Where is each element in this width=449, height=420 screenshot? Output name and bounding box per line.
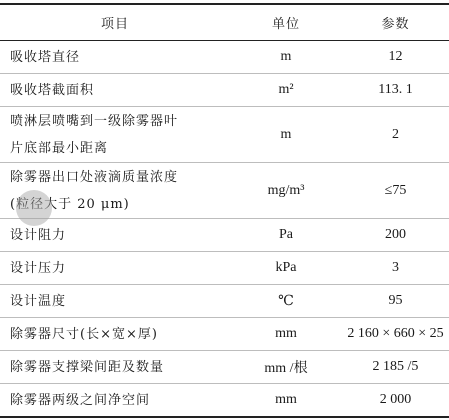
row-value: 12	[388, 49, 403, 64]
row-unit: mm	[230, 318, 342, 351]
cursor-highlight-circle	[16, 190, 52, 226]
row-item: 设计压力	[0, 252, 230, 285]
table-row	[0, 74, 449, 107]
row-item: 设计温度	[0, 285, 230, 318]
row-unit: m	[280, 49, 292, 64]
table-row	[0, 41, 449, 74]
row-unit: m²	[230, 74, 342, 107]
row-value: 2 185 /5	[342, 351, 449, 384]
table-row	[0, 107, 449, 163]
row-value: 2 000	[342, 384, 449, 418]
header-value: 参数	[342, 4, 449, 41]
row-item	[0, 107, 230, 163]
row-unit: kPa	[230, 252, 342, 285]
row-item: 吸收塔截面积	[0, 74, 230, 107]
table-row	[0, 318, 449, 351]
row-item: 设计阻力	[0, 219, 230, 252]
table-row	[0, 163, 449, 219]
row-unit: mm	[230, 384, 342, 418]
row-item-line2: 片底部最小距离	[10, 140, 109, 156]
row-item: 除雾器两级之间净空间	[0, 384, 230, 418]
row-item-line1: 喷淋层喷嘴到一级除雾器叶	[10, 113, 179, 129]
row-value: 2	[342, 107, 449, 163]
row-item: 吸收塔直径	[10, 49, 81, 65]
table-row	[0, 285, 449, 318]
row-value: 200	[342, 219, 449, 252]
row-unit: mm /根	[230, 351, 342, 384]
row-unit: Pa	[230, 219, 342, 252]
header-item: 项目	[0, 4, 230, 41]
row-unit: mg/m³	[230, 163, 342, 219]
row-value: 3	[342, 252, 449, 285]
row-item-line1: 除雾器出口处液滴质量浓度	[10, 169, 179, 185]
row-item-line2: (粒径大于 20 μm)	[10, 196, 130, 212]
table-row	[0, 384, 449, 418]
parameter-table	[0, 3, 449, 418]
row-item: 除雾器尺寸(长×宽×厚)	[0, 318, 230, 351]
row-unit: m	[230, 107, 342, 163]
header-unit: 单位	[230, 4, 342, 41]
table-row	[0, 252, 449, 285]
table-row	[0, 219, 449, 252]
table-header-row	[0, 4, 449, 41]
row-value: ≤75	[342, 163, 449, 219]
row-value: 2 160 × 660 × 25	[342, 318, 449, 351]
row-value: 113. 1	[342, 74, 449, 107]
table-row	[0, 351, 449, 384]
row-value: 95	[342, 285, 449, 318]
row-unit: ℃	[230, 285, 342, 318]
row-item: 除雾器支撑梁间距及数量	[0, 351, 230, 384]
